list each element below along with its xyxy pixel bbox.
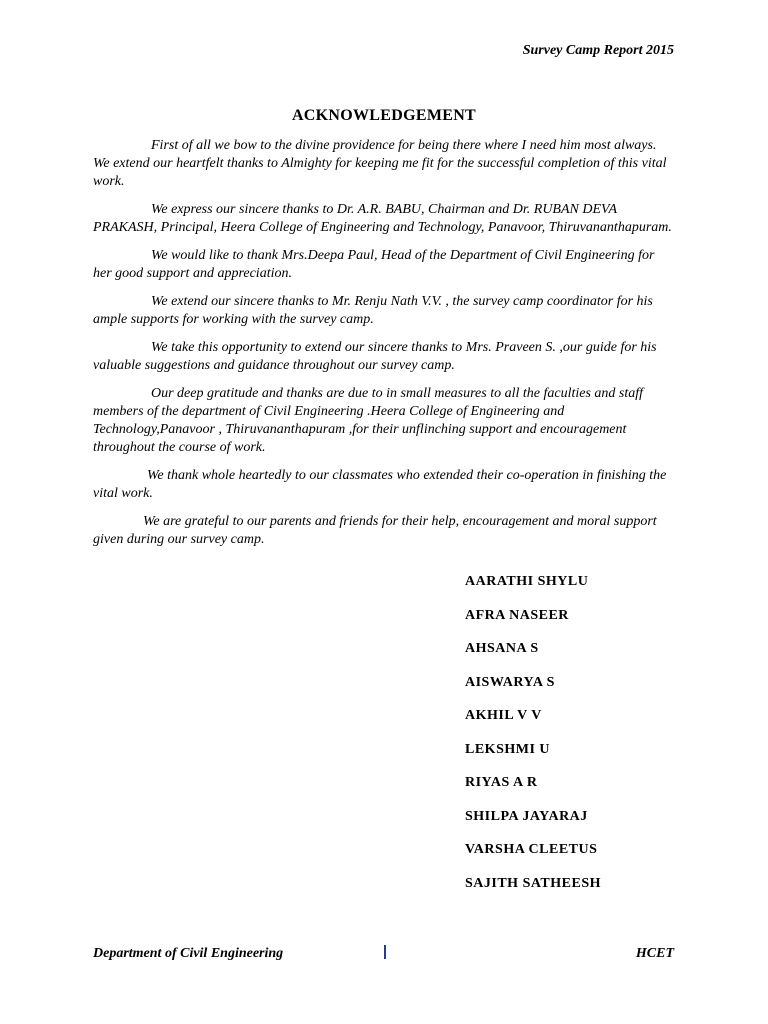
paragraph-parents: We are grateful to our parents and friends for their help, encouragement and moral support given during our survey camp. xyxy=(93,514,657,547)
header-report-title: Survey Camp Report 2015 xyxy=(522,43,674,58)
student-name: LEKSHMI U xyxy=(465,741,551,757)
footer-institution: HCET xyxy=(635,946,674,961)
paragraph-faculties: Our deep gratitude and thanks are due to in small measures to all the faculties and staff members of the department of Civil Engineering .Heera College of Engineering and Technology,Panavoor , Thiruvananthapuram ,for their unflinching support and encouragement throughout the course of work. xyxy=(93,386,644,455)
student-name: AARATHI SHYLU xyxy=(465,574,589,589)
student-name: AKHIL V V xyxy=(465,708,542,723)
student-name: RIYAS A R xyxy=(465,775,538,790)
student-name: AFRA NASEER xyxy=(465,607,569,623)
acknowledgement-body xyxy=(93,137,673,559)
paragraph-chairman: We express our sincere thanks to Dr. A.R. BABU, Chairman and Dr. RUBAN DEVA PRAKASH, Principal, Heera College of Engineering and Technology, Panavoor, Thiruvananthapuram. xyxy=(93,202,672,235)
paragraph-coordinator: We extend our sincere thanks to Mr. Renju Nath V.V. , the survey camp coordinator for his ample supports for working with the survey camp. xyxy=(93,294,653,327)
student-name: SAJITH SATHEESH xyxy=(465,875,602,891)
paragraph-divine: First of all we bow to the divine providence for being there where I need him most always. We extend our heartfelt thanks to Almighty for keeping me fit for the successful completion of this vital work. xyxy=(93,138,667,189)
student-name: SHILPA JAYARAJ xyxy=(465,808,588,824)
student-name: AHSANA S xyxy=(465,641,539,656)
paragraph-classmates: We thank whole heartedly to our classmates who extended their co-operation in finishing the vital work. xyxy=(93,468,667,501)
student-name: AISWARYA S xyxy=(465,674,555,690)
paragraph-guide: We take this opportunity to extend our sincere thanks to Mrs. Praveen S. ,our guide for his valuable suggestions and guidance throughout our survey camp. xyxy=(93,340,657,373)
page-title: ACKNOWLEDGEMENT xyxy=(291,107,477,124)
footer-department: Department of Civil Engineering xyxy=(93,946,284,961)
student-name: VARSHA CLEETUS xyxy=(465,842,598,857)
paragraph-hod: We would like to thank Mrs.Deepa Paul, Head of the Department of Civil Engineering for her good support and appreciation. xyxy=(93,248,655,281)
page-number-marker xyxy=(384,945,386,959)
student-names-list xyxy=(465,573,601,908)
